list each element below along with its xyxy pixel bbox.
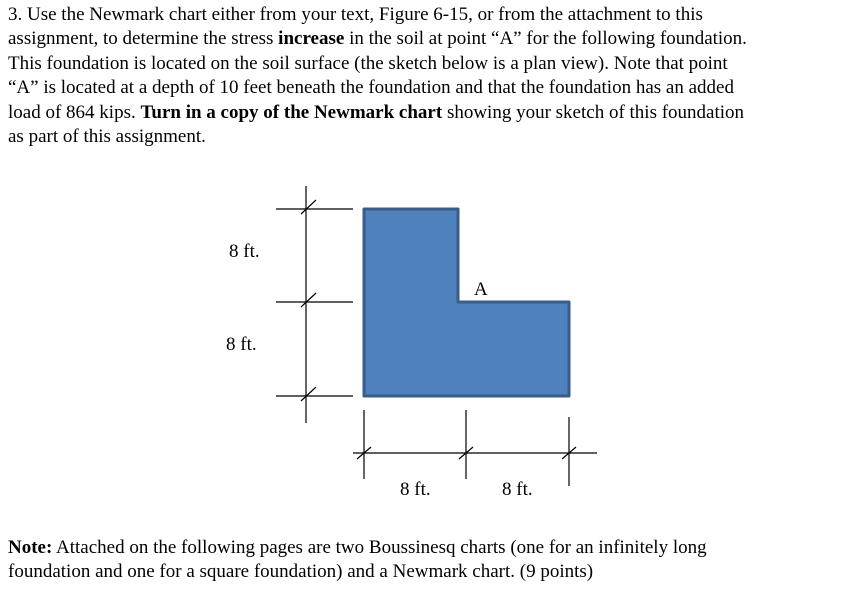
text: as part of this assignment. xyxy=(8,126,206,148)
point-a-label: A xyxy=(474,279,488,300)
vertical-dimension xyxy=(276,186,353,423)
note-line xyxy=(8,536,707,560)
bold-increase: increase xyxy=(278,28,345,50)
text: in the soil at point “A” for the following foundation. xyxy=(344,28,747,50)
note-text xyxy=(8,536,707,585)
note-label: Note: xyxy=(8,537,53,558)
text: load of 864 kips. xyxy=(8,101,141,123)
text: showing your sketch of this foundation xyxy=(442,101,745,123)
horizontal-dimension xyxy=(353,410,597,486)
bold-instruction: Turn in a copy of the Newmark chart xyxy=(140,101,443,123)
dim-label-horizontal-right: 8 ft. xyxy=(502,479,533,500)
dim-label-vertical-bottom: 8 ft. xyxy=(226,334,257,355)
l-shaped-foundation xyxy=(364,209,569,396)
tick xyxy=(301,387,316,401)
text: “A” is located at a depth of 10 feet beneath the foundation and that the foundation has an added xyxy=(8,77,734,99)
text: assignment, to determine the stress xyxy=(8,28,279,50)
dim-label-vertical-top: 8 ft. xyxy=(229,241,260,262)
tick xyxy=(301,200,316,214)
tick xyxy=(301,293,316,307)
dim-label-horizontal-left: 8 ft. xyxy=(400,479,431,500)
text: This foundation is located on the soil surface (the sketch below is a plan view). Note that point xyxy=(8,52,728,74)
text: foundation and one for a square foundation) and a Newmark chart. (9 points) xyxy=(8,561,594,583)
note-line xyxy=(8,560,707,584)
text: 3. Use the Newmark chart either from your text, Figure 6-15, or from the attachment to this xyxy=(8,4,703,25)
text: Attached on the following pages are two Boussinesq charts (one for an infinitely long xyxy=(52,537,707,558)
